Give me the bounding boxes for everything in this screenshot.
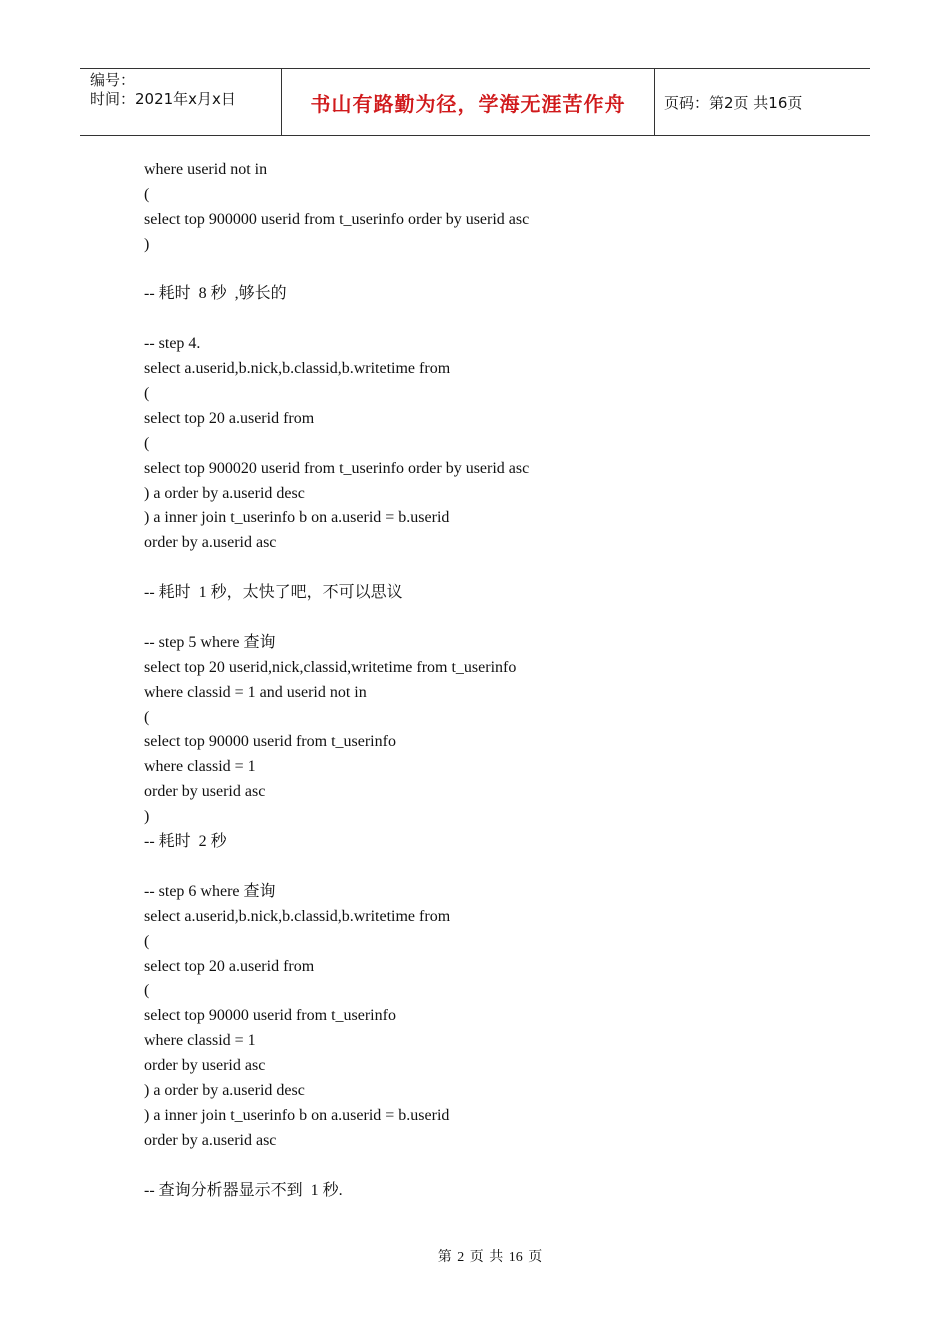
code-line: -- 耗时 2 秒 (144, 833, 227, 851)
code-line: ) a order by a.userid desc (144, 484, 305, 502)
blank-line (144, 606, 529, 631)
code-line: select top 20 userid,nick,classid,writetime from t_userinfo (144, 658, 517, 676)
code-line: -- step 6 where 查询 (144, 882, 276, 900)
code-line: order by a.userid asc (144, 1131, 277, 1149)
document-body (144, 158, 529, 1203)
code-line: select top 20 a.userid from (144, 957, 315, 975)
code-line: ) (144, 235, 150, 253)
blank-line (144, 1154, 529, 1179)
code-line: select top 900000 userid from t_userinfo order by userid asc (144, 210, 530, 228)
code-line: ( (144, 982, 150, 1000)
code-line: select a.userid,b.nick,b.classid,b.writetime from (144, 360, 451, 378)
code-line: -- step 5 where 查询 (144, 633, 276, 651)
code-line: ) (144, 808, 150, 826)
code-line: order by userid asc (144, 783, 266, 801)
document-number: 编号： (90, 71, 136, 89)
code-line: ) a inner join t_userinfo b on a.userid = b.userid (144, 1106, 450, 1124)
blank-line (144, 258, 529, 283)
code-line: ( (144, 708, 150, 726)
header-meta (90, 71, 236, 109)
page-footer: 第 2 页 共 16 页 (437, 1250, 543, 1265)
code-line: ) a inner join t_userinfo b on a.userid = b.userid (144, 509, 450, 527)
header-motto: 书山有路勤为径，学海无涯苦作舟 (310, 91, 626, 116)
page-header (80, 68, 870, 136)
code-line: ( (144, 385, 150, 403)
code-line: ) a order by a.userid desc (144, 1081, 305, 1099)
blank-line (144, 307, 529, 332)
code-line: ( (144, 434, 150, 452)
blank-line (144, 556, 529, 581)
code-line: where classid = 1 (144, 758, 256, 776)
code-line: where classid = 1 (144, 1032, 256, 1050)
code-line: where classid = 1 and userid not in (144, 683, 367, 701)
code-line: -- 查询分析器显示不到 1 秒. (144, 1181, 343, 1199)
blank-line (144, 855, 529, 880)
code-line: select top 90000 userid from t_userinfo (144, 1007, 396, 1025)
code-line: where userid not in (144, 161, 268, 178)
code-line: ( (144, 932, 150, 950)
code-line: ( (144, 185, 150, 203)
code-line: select top 90000 userid from t_userinfo (144, 733, 396, 751)
code-line: select top 20 a.userid from (144, 409, 315, 427)
code-line: -- 耗时 1 秒，太快了吧，不可以思议 (144, 584, 403, 602)
code-line: order by a.userid asc (144, 534, 277, 552)
code-line: select top 900020 userid from t_userinfo order by userid asc (144, 459, 530, 477)
header-divider (654, 69, 655, 135)
code-line: -- 耗时 8 秒 ,够长的 (144, 285, 287, 303)
code-line: select a.userid,b.nick,b.classid,b.writetime from (144, 907, 451, 925)
document-date: 时间：2021年x月x日 (90, 90, 236, 108)
header-page-info: 页码：第2页 共16页 (664, 93, 803, 112)
code-line: order by userid asc (144, 1057, 266, 1075)
code-line: -- step 4. (144, 335, 201, 353)
